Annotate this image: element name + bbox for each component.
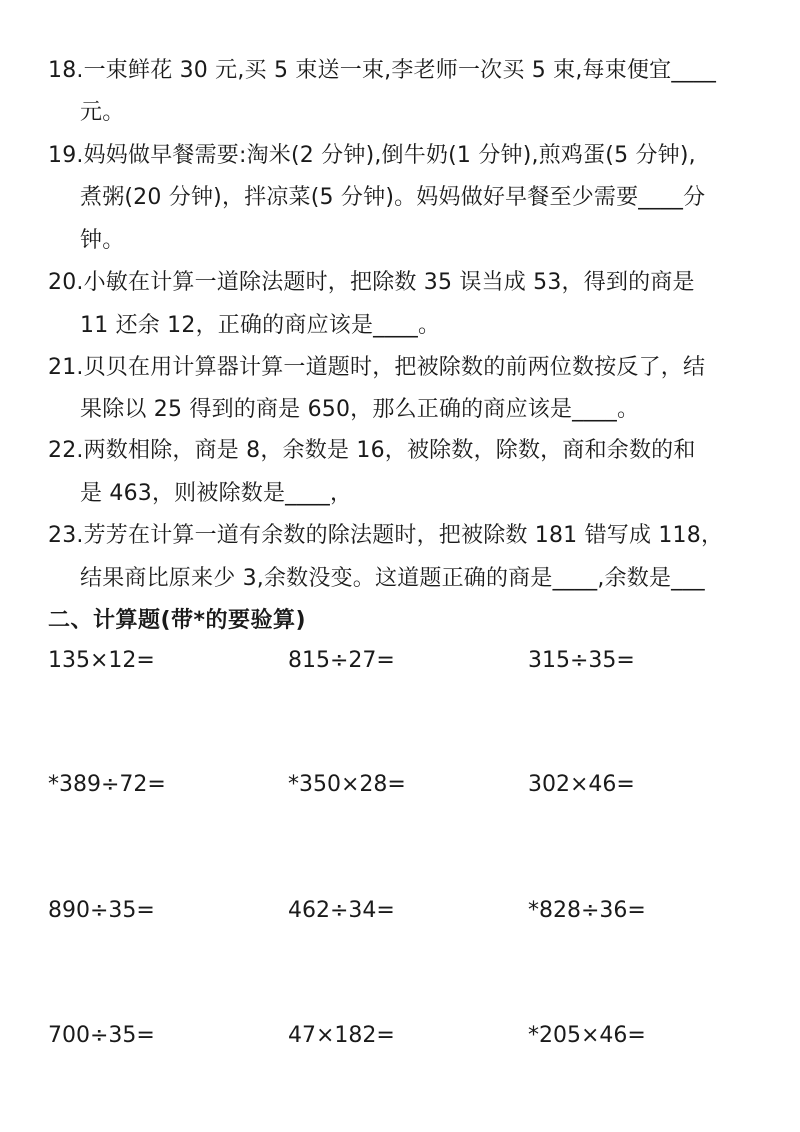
- question-21-line-1: 21.贝贝在用计算器计算一道题时，把被除数的前两位数按反了，结: [48, 355, 706, 380]
- question-19-line-1: 19.妈妈做早餐需要:淘米(2 分钟),倒牛奶(1 分钟),煎鸡蛋(5 分钟),: [48, 143, 696, 168]
- question-22-line-1: 22.两数相除，商是 8，余数是 16，被除数，除数，商和余数的和: [48, 438, 696, 463]
- question-20-line-2: 11 还余 12，正确的商应该是____。: [80, 313, 441, 338]
- question-19-line-2: 煮粥(20 分钟)，拌凉菜(5 分钟)。妈妈做好早餐至少需要____分: [80, 185, 706, 210]
- calc-item: *828÷36=: [528, 898, 646, 923]
- calc-item: 890÷35=: [48, 898, 155, 923]
- calc-item: 135×12=: [48, 648, 155, 673]
- calc-item: 462÷34=: [288, 898, 395, 923]
- calc-item: 700÷35=: [48, 1023, 155, 1048]
- calc-item: 815÷27=: [288, 648, 395, 673]
- calc-item: 302×46=: [528, 772, 635, 797]
- question-23-line-2: 结果商比原来少 3,余数没变。这道题正确的商是____,余数是___: [80, 566, 705, 591]
- question-18-line-1: 18.一束鲜花 30 元,买 5 束送一束,李老师一次买 5 束,每束便宜____: [48, 58, 717, 83]
- question-19-line-3: 钟。: [80, 228, 125, 253]
- question-22-line-2: 是 463，则被除数是____，: [80, 481, 353, 506]
- calc-item: *389÷72=: [48, 772, 166, 797]
- calc-item: 315÷35=: [528, 648, 635, 673]
- question-21-line-2: 果除以 25 得到的商是 650，那么正确的商应该是____。: [80, 397, 640, 422]
- section-2-title: 二、计算题(带*的要验算): [48, 608, 307, 633]
- calc-item: 47×182=: [288, 1023, 395, 1048]
- question-23-line-1: 23.芳芳在计算一道有余数的除法题时，把被除数 181 错写成 118，: [48, 523, 724, 548]
- question-18-line-2: 元。: [80, 100, 125, 125]
- calc-item: *205×46=: [528, 1023, 646, 1048]
- question-20-line-1: 20.小敏在计算一道除法题时，把除数 35 误当成 53，得到的商是: [48, 270, 695, 295]
- calc-item: *350×28=: [288, 772, 406, 797]
